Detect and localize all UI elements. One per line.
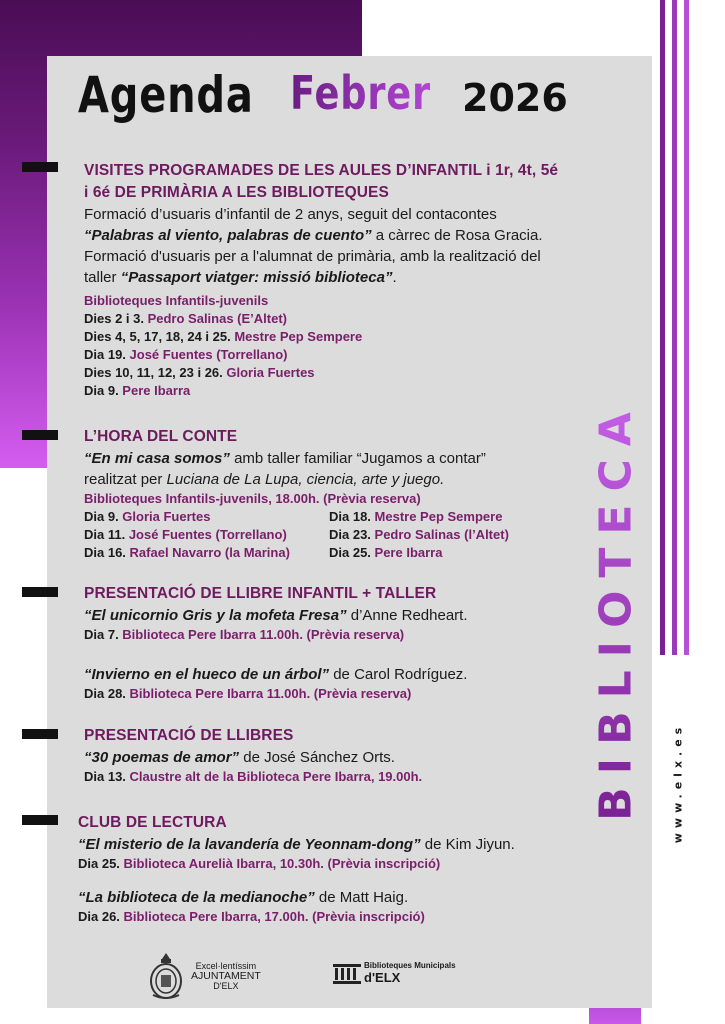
book-title: “La biblioteca de la medianoche” xyxy=(78,889,315,906)
description-text: de Kim Jiyun. xyxy=(420,836,515,853)
website-vertical xyxy=(668,718,688,848)
schedule-place: José Fuentes (Torrellano) xyxy=(129,347,288,362)
biblioteques-text xyxy=(364,961,456,985)
biblioteques-line: d'ELX xyxy=(364,970,401,985)
section-heading: PRESENTACIÓ DE LLIBRES xyxy=(84,727,294,744)
book-title: “Palabras al viento, palabras de cuento” xyxy=(84,227,372,244)
section-bullet xyxy=(22,815,58,825)
description: Formació d’usuaris d’infantil de 2 anys, seguit del contacontes xyxy=(84,206,497,223)
description-text: amb taller familiar “Jugamos a contar” xyxy=(229,450,486,467)
schedule-row xyxy=(329,508,574,526)
description xyxy=(78,834,638,855)
schedule-row xyxy=(84,508,329,526)
book-title: “El unicornio Gris y la mofeta Fresa” xyxy=(84,607,347,624)
section-presentacio-llibres xyxy=(84,725,644,786)
description-text: d’Anne Redheart. xyxy=(346,607,468,624)
book-title: “El misterio de la lavandería de Yeonnam-dong” xyxy=(78,836,421,853)
schedule-place: Gloria Fuertes xyxy=(226,365,315,380)
schedule-row xyxy=(84,328,644,346)
schedule-date: Dia 18. xyxy=(329,509,375,524)
section-heading: VISITES PROGRAMADES DE LES AULES D’INFANTIL i 1r, 4t, 5é xyxy=(84,162,559,179)
schedule-place: Pedro Salinas (l’Altet) xyxy=(374,527,509,542)
schedule-place: Pere Ibarra xyxy=(122,383,191,398)
ajuntament-logo xyxy=(147,948,261,1004)
description xyxy=(84,664,644,685)
section-heading: CLUB DE LECTURA xyxy=(78,814,227,831)
schedule-place: Mestre Pep Sempere xyxy=(374,509,503,524)
description xyxy=(84,605,644,626)
ajuntament-line: AJUNTAMENT xyxy=(191,970,261,982)
schedule-date: Dies 2 i 3. xyxy=(84,311,148,326)
book-title: “Passaport viatger: missió biblioteca” xyxy=(120,269,393,286)
schedule-row xyxy=(84,310,644,328)
schedule-date: Dies 4, 5, 17, 18, 24 i 25. xyxy=(84,329,235,344)
section-heading: i 6é DE PRIMÀRIA A LES BIBLIOTEQUES xyxy=(84,184,389,201)
schedule-date: Dia 9. xyxy=(84,509,123,524)
schedule-place: Pere Ibarra xyxy=(374,545,443,560)
side-word-biblioteca xyxy=(588,399,644,821)
schedule-place: Biblioteca Aurelià Ibarra, 10.30h. (Prèvia inscripció) xyxy=(123,856,441,871)
description xyxy=(84,469,644,490)
schedule-date: Dies 10, 11, 12, 23 i 26. xyxy=(84,365,227,380)
schedule-column xyxy=(84,508,329,562)
schedule-row xyxy=(84,626,644,644)
side-word-text: BIBLIOTECA xyxy=(590,399,642,821)
description-text: de José Sánchez Orts. xyxy=(239,749,395,766)
schedule-row xyxy=(78,908,638,926)
description xyxy=(84,448,644,469)
description xyxy=(84,267,644,288)
section-bullet xyxy=(22,729,58,739)
schedule-row xyxy=(84,768,644,786)
schedule-row xyxy=(84,526,329,544)
schedule-date: Dia 23. xyxy=(329,527,375,542)
description-text: de Matt Haig. xyxy=(314,889,409,906)
section-bullet xyxy=(22,587,58,597)
schedule-row xyxy=(84,364,644,382)
section-bullet xyxy=(22,430,58,440)
schedule-row xyxy=(84,544,329,562)
library-building-icon xyxy=(332,960,362,986)
ajuntament-line: D'ELX xyxy=(213,981,239,991)
section-hora-del-conte xyxy=(84,426,644,562)
schedule-row xyxy=(329,544,574,562)
schedule-row xyxy=(329,526,574,544)
schedule-row xyxy=(84,382,644,400)
schedule-date: Dia 25. xyxy=(78,856,124,871)
schedule-place: Biblioteca Pere Ibarra 11.00h. (Prèvia reserva) xyxy=(122,627,405,642)
schedule-grid xyxy=(84,508,644,562)
schedule-date: Dia 9. xyxy=(84,383,123,398)
schedule-place: Biblioteca Pere Ibarra 11.00h. (Prèvia reserva) xyxy=(129,686,412,701)
ajuntament-line: Excel·lentíssim xyxy=(195,961,257,971)
schedule-column xyxy=(329,508,574,562)
schedule-date: Dia 7. xyxy=(84,627,123,642)
schedule-date: Dia 25. xyxy=(329,545,375,560)
schedule-date: Dia 26. xyxy=(78,909,124,924)
schedule-place: José Fuentes (Torrellano) xyxy=(128,527,287,542)
schedule-date: Dia 11. xyxy=(84,527,129,542)
description-text: . xyxy=(392,269,397,286)
schedule-place: Rafael Navarro (la Marina) xyxy=(129,545,290,560)
schedule-row xyxy=(84,685,644,703)
schedule-place: Gloria Fuertes xyxy=(122,509,211,524)
venue-subtitle: Biblioteques Infantils-juvenils, 18.00h. (Prèvia reserva) xyxy=(84,491,421,506)
city-seal-icon xyxy=(147,951,185,1001)
description-text: Luciana de La Lupa, ciencia, arte y juego. xyxy=(166,471,445,488)
description xyxy=(84,225,644,246)
biblioteques-logo xyxy=(332,960,456,986)
schedule-date: Dia 13. xyxy=(84,769,130,784)
decor-stripe xyxy=(672,0,677,655)
schedule-row xyxy=(84,346,644,364)
page-title xyxy=(78,66,568,136)
description-text: taller xyxy=(84,269,121,286)
schedule-place: Biblioteca Pere Ibarra, 17.00h. (Prèvia inscripció) xyxy=(123,909,425,924)
section-visites xyxy=(84,160,644,400)
biblioteques-line: Biblioteques Municipals xyxy=(364,961,456,970)
title-year: 2026 xyxy=(462,76,568,120)
book-title: “Invierno en el hueco de un árbol” xyxy=(84,666,330,683)
schedule-place: Pedro Salinas (E’Altet) xyxy=(147,311,288,326)
description xyxy=(84,747,644,768)
website-text: www.elx.es xyxy=(671,722,685,844)
venue-subtitle: Biblioteques Infantils-juvenils xyxy=(84,293,269,308)
description xyxy=(78,887,638,908)
book-title: “En mi casa somos” xyxy=(84,450,230,467)
ajuntament-text xyxy=(191,961,261,991)
title-month: Febrer xyxy=(290,66,432,120)
title-agenda: Agenda xyxy=(78,66,254,124)
book-title: “30 poemas de amor” xyxy=(84,749,240,766)
schedule-place: Claustre alt de la Biblioteca Pere Ibarra, 19.00h. xyxy=(129,769,423,784)
decor-stripe xyxy=(660,0,665,655)
description: Formació d'usuaris per a l'alumnat de primària, amb la realització del xyxy=(84,248,541,265)
schedule-place: Mestre Pep Sempere xyxy=(234,329,363,344)
section-heading: PRESENTACIÓ DE LLIBRE INFANTIL + TALLER xyxy=(84,585,437,602)
section-presentacio-infantil xyxy=(84,583,644,703)
section-heading: L’HORA DEL CONTE xyxy=(84,428,238,445)
schedule-row xyxy=(78,855,638,873)
schedule-date: Dia 28. xyxy=(84,686,130,701)
schedule-date: Dia 19. xyxy=(84,347,130,362)
section-club-de-lectura xyxy=(78,812,638,926)
description-text: de Carol Rodríguez. xyxy=(329,666,468,683)
description-text: a càrrec de Rosa Gracia. xyxy=(371,227,543,244)
description-text: realitzat per xyxy=(84,471,167,488)
section-bullet xyxy=(22,162,58,172)
schedule-date: Dia 16. xyxy=(84,545,130,560)
decor-stripe xyxy=(684,0,689,655)
